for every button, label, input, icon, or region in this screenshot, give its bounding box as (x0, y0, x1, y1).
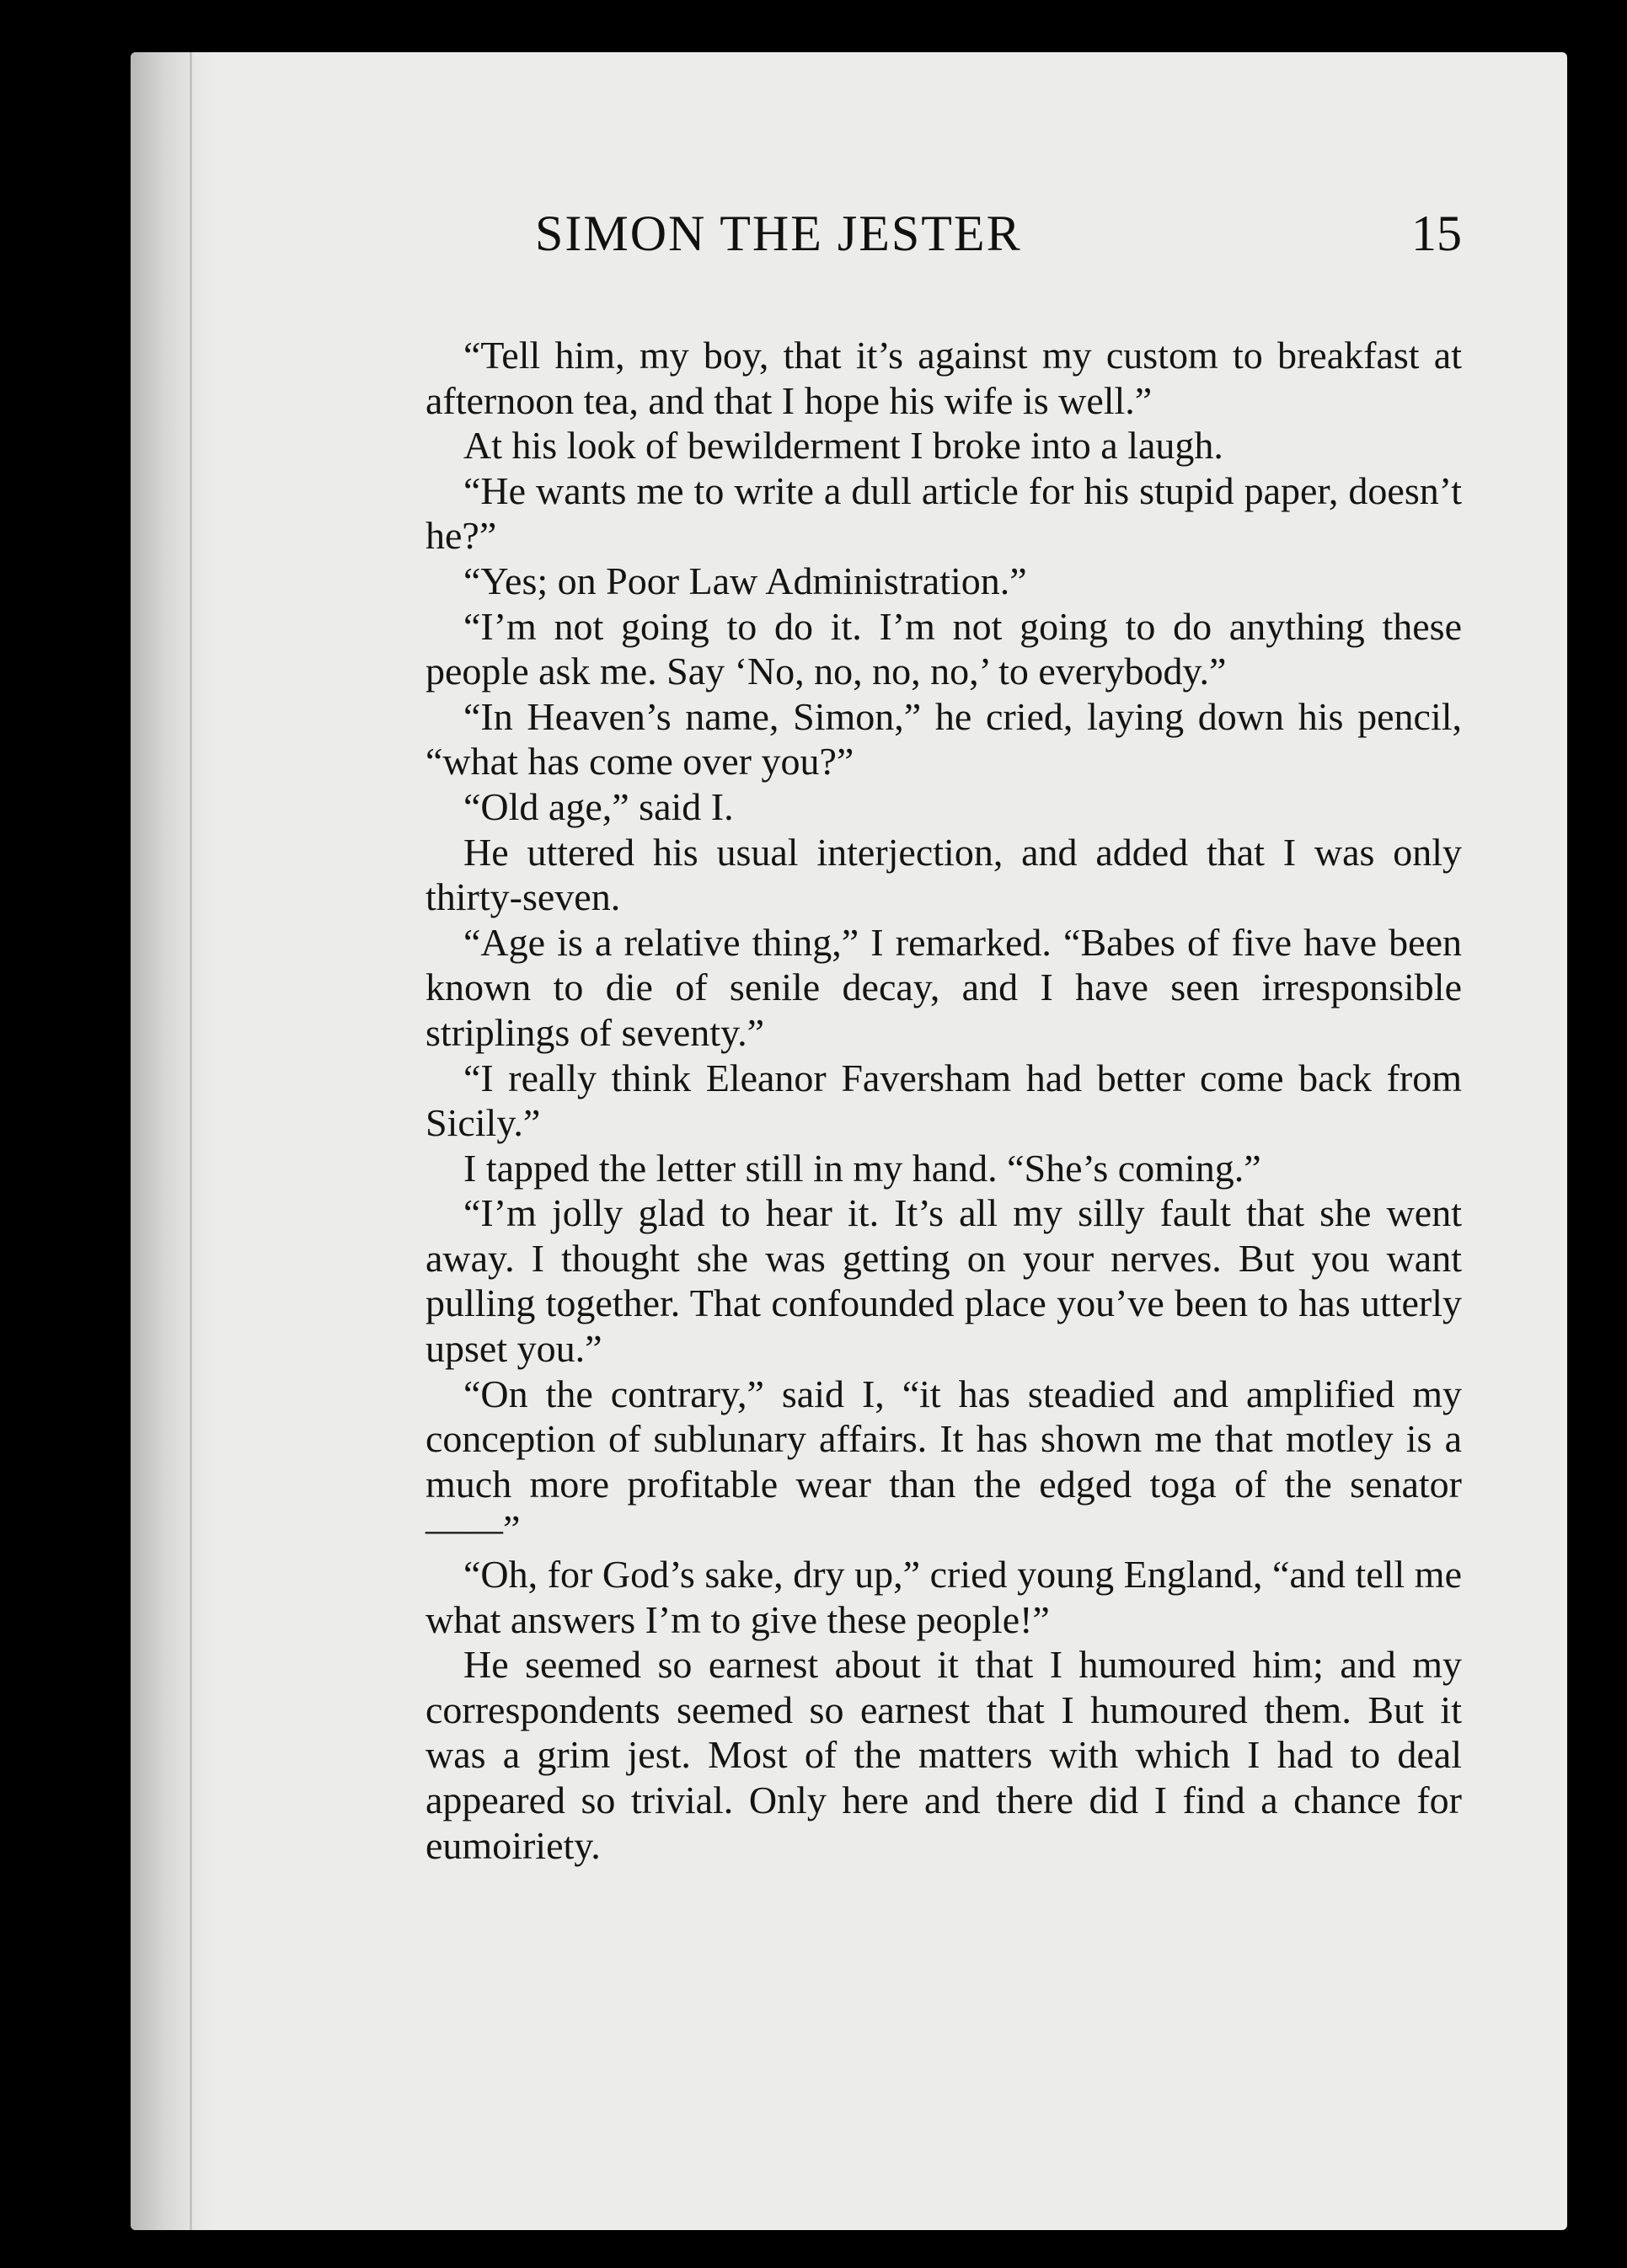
paragraph: “On the contrary,” said I, “it has steadied and amplified my conception of sublunary affairs. It has shown me that motley is a much more profitable wear than the edged toga of the senator——” (425, 1372, 1462, 1551)
gutter-shadow-line (190, 52, 192, 2230)
paragraph: He seemed so earnest about it that I humoured him; and my correspondents seemed so earnest that I humoured them. But it was a grim jest. Most of the matters with which I had to deal appeared so trivial. Only here and there did I find a chance for eumoiriety. (425, 1643, 1462, 1867)
paragraph: “Old age,” said I. (463, 784, 734, 828)
paragraph: “I’m not going to do it. I’m not going to do anything these people ask me. Say ‘No, no, no, no,’ to everybody.” (425, 604, 1462, 693)
paragraph: “Yes; on Poor Law Administration.” (463, 559, 1027, 602)
paragraph: He uttered his usual interjection, and added that I was only thirty-seven. (425, 830, 1462, 919)
page-gutter (131, 52, 215, 2230)
paragraph: “Age is a relative thing,” I remarked. “Babes of five have been known to die of senile decay, and I have seen irresponsible striplings of seventy.” (425, 920, 1462, 1054)
paragraph: “Oh, for God’s sake, dry up,” cried young England, “and tell me what answers I’m to give these people!” (425, 1553, 1462, 1641)
page-number: 15 (1411, 206, 1462, 261)
paragraph: “I really think Eleanor Faversham had better come back from Sicily.” (425, 1056, 1462, 1145)
body-text (425, 333, 1462, 1868)
paragraph: At his look of bewilderment I broke into a laugh. (463, 424, 1223, 468)
running-header (535, 187, 1462, 280)
running-title: SIMON THE JESTER (535, 206, 1022, 261)
paragraph: “Tell him, my boy, that it’s against my custom to breakfast at afternoon tea, and that I hope his wife is well.” (425, 334, 1462, 422)
paragraph: I tapped the letter still in my hand. “She’s coming.” (463, 1146, 1261, 1190)
paragraph: “He wants me to write a dull article for his stupid paper, doesn’t he?” (425, 468, 1462, 558)
paragraph: “I’m jolly glad to hear it. It’s all my silly fault that she went away. I thought she was getting on your nerves. But you want pulling together. That confounded place you’ve been to has utterly upset you.” (425, 1191, 1462, 1371)
book-page (131, 52, 1567, 2230)
paragraph: “In Heaven’s name, Simon,” he cried, laying down his pencil, “what has come over you?” (425, 694, 1462, 784)
